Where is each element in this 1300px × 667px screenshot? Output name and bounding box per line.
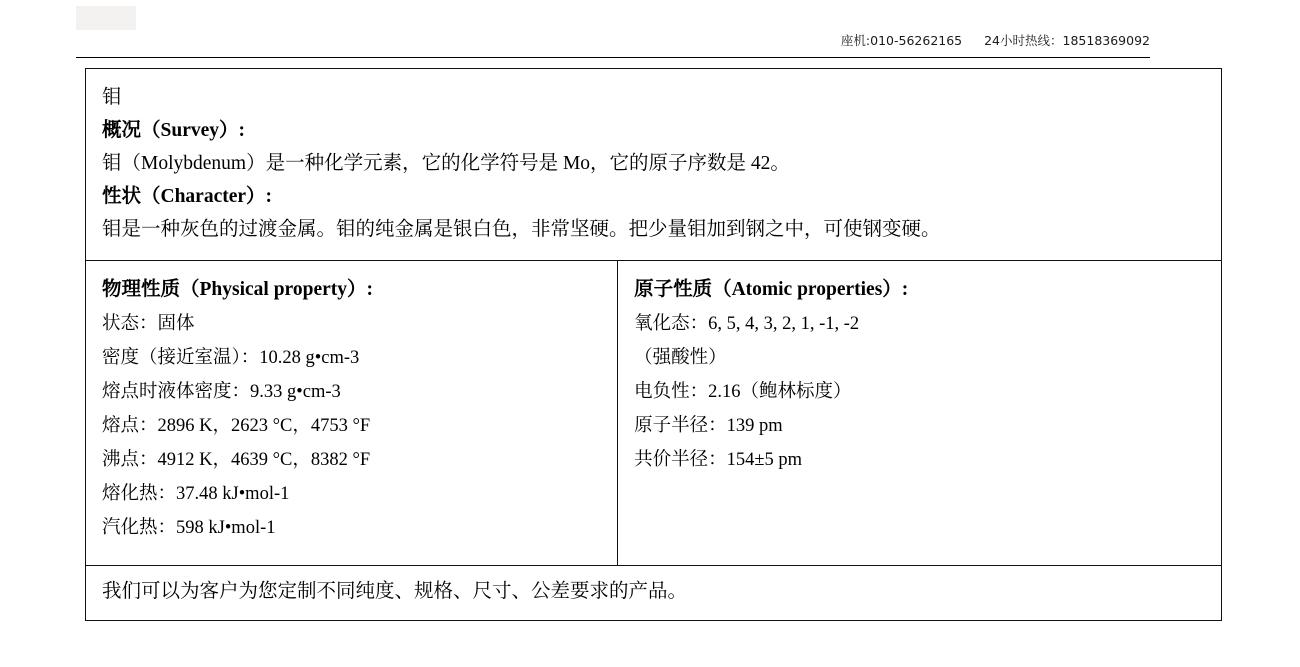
- atomic-heading: 原子性质（Atomic properties）:: [634, 279, 909, 300]
- intro-row: [86, 69, 1221, 261]
- physical-line: 状态：固体: [102, 314, 195, 334]
- physical-properties-cell: [86, 261, 618, 565]
- custom-order-note: 我们可以为客户为您定制不同纯度、规格、尺寸、公差要求的产品。: [102, 581, 688, 602]
- element-info-table: [85, 68, 1222, 621]
- properties-row: [86, 261, 1221, 566]
- footer-row: [86, 566, 1221, 620]
- page-header: [76, 30, 1150, 58]
- physical-line: 沸点：4912 K，4639 °C，8382 °F: [102, 450, 371, 470]
- logo-placeholder: [76, 6, 136, 30]
- header-hotline: 24小时热线：18518369092: [984, 33, 1150, 48]
- atomic-line: 共价半径：154±5 pm: [634, 450, 802, 470]
- physical-line: 熔点时液体密度：9.33 g•cm-3: [102, 382, 341, 402]
- physical-heading: 物理性质（Physical property）:: [102, 279, 374, 300]
- character-heading: 性状（Character）:: [102, 186, 273, 207]
- physical-line: 熔化热：37.48 kJ•mol-1: [102, 484, 290, 504]
- atomic-line: （强酸性）: [634, 348, 727, 368]
- atomic-line: 电负性：2.16（鲍林标度）: [634, 382, 852, 402]
- character-text: 钼是一种灰色的过渡金属。钼的纯金属是银白色，非常坚硬。把少量钼加到钢之中，可使钢变硬。: [102, 219, 941, 240]
- atomic-line: 氧化态：6, 5, 4, 3, 2, 1, -1, -2: [634, 314, 860, 334]
- page-title: 钼: [102, 87, 122, 108]
- physical-line: 汽化热：598 kJ•mol-1: [102, 518, 276, 538]
- header-phone: 座机:010-56262165: [840, 33, 963, 48]
- atomic-line: 原子半径：139 pm: [634, 416, 783, 436]
- header-contact-info: [841, 31, 1150, 49]
- survey-heading: 概况（Survey）:: [102, 120, 245, 141]
- physical-line: 熔点：2896 K，2623 °C，4753 °F: [102, 416, 371, 436]
- atomic-properties-cell: [618, 261, 1221, 565]
- physical-line: 密度（接近室温）：10.28 g•cm-3: [102, 348, 360, 368]
- intro-cell: [86, 69, 1221, 260]
- survey-text: 钼（Molybdenum）是一种化学元素，它的化学符号是 Mo，它的原子序数是 42。: [102, 153, 790, 174]
